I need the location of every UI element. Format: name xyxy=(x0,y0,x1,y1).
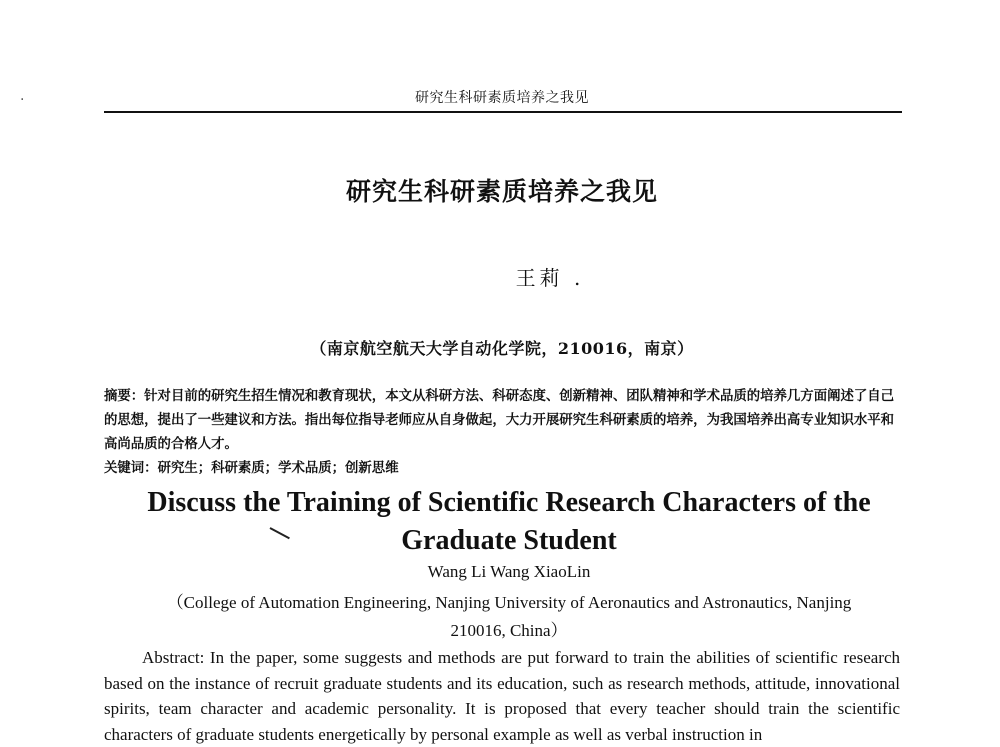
chinese-keywords xyxy=(104,457,904,476)
english-affiliation-line1: （College of Automation Engineering, Nanjing University of Aeronautics and Astronautics, Nanjing xyxy=(166,593,852,612)
chinese-author: 王莉 . xyxy=(515,266,585,290)
chinese-keywords-text: 研究生；科研素质；学术品质；创新思维 xyxy=(157,461,399,476)
header-rule xyxy=(104,111,902,113)
english-affiliation-line2: 210016, China） xyxy=(450,621,568,640)
stray-dot: · xyxy=(20,92,25,108)
chinese-abstract-text: 针对目前的研究生招生情况和教育现状，本文从科研方法、科研态度、创新精神、团队精神和学术品质的培养几方面阐述了自己的思想，提出了一些建议和方法。指出每位指导老师应从自身做起，大力开展研究生科研素质的培养，为我国培养出高专业知识水平和高尚品质的合格人才。 xyxy=(104,389,895,452)
english-title xyxy=(104,484,914,560)
english-authors: Wang Li Wang XiaoLin xyxy=(427,562,591,581)
running-header: 研究生科研素质培养之我见 xyxy=(415,90,589,106)
english-title-line2: Graduate Student xyxy=(401,525,617,556)
chinese-title: 研究生科研素质培养之我见 xyxy=(345,177,658,206)
chinese-keywords-label: 关键词： xyxy=(104,461,158,476)
chinese-abstract-label: 摘要： xyxy=(104,389,145,404)
english-affiliation xyxy=(104,589,914,645)
chinese-affiliation: （南京航空航天大学自动化学院，210016，南京） xyxy=(310,339,694,358)
english-abstract: Abstract: In the paper, some suggests and methods are put forward to train the abilities of scientific research based on the instance of recruit graduate students and its education, such as research methods, attitude, innovational spirits, team character and academic personality. It is proposed that every teacher should train the scientific characters of graduate students energetically by personal example as well as verbal instruction in xyxy=(104,648,900,744)
english-title-line1: Discuss the Training of Scientific Research Characters of the xyxy=(147,487,871,518)
chinese-abstract xyxy=(104,385,904,457)
